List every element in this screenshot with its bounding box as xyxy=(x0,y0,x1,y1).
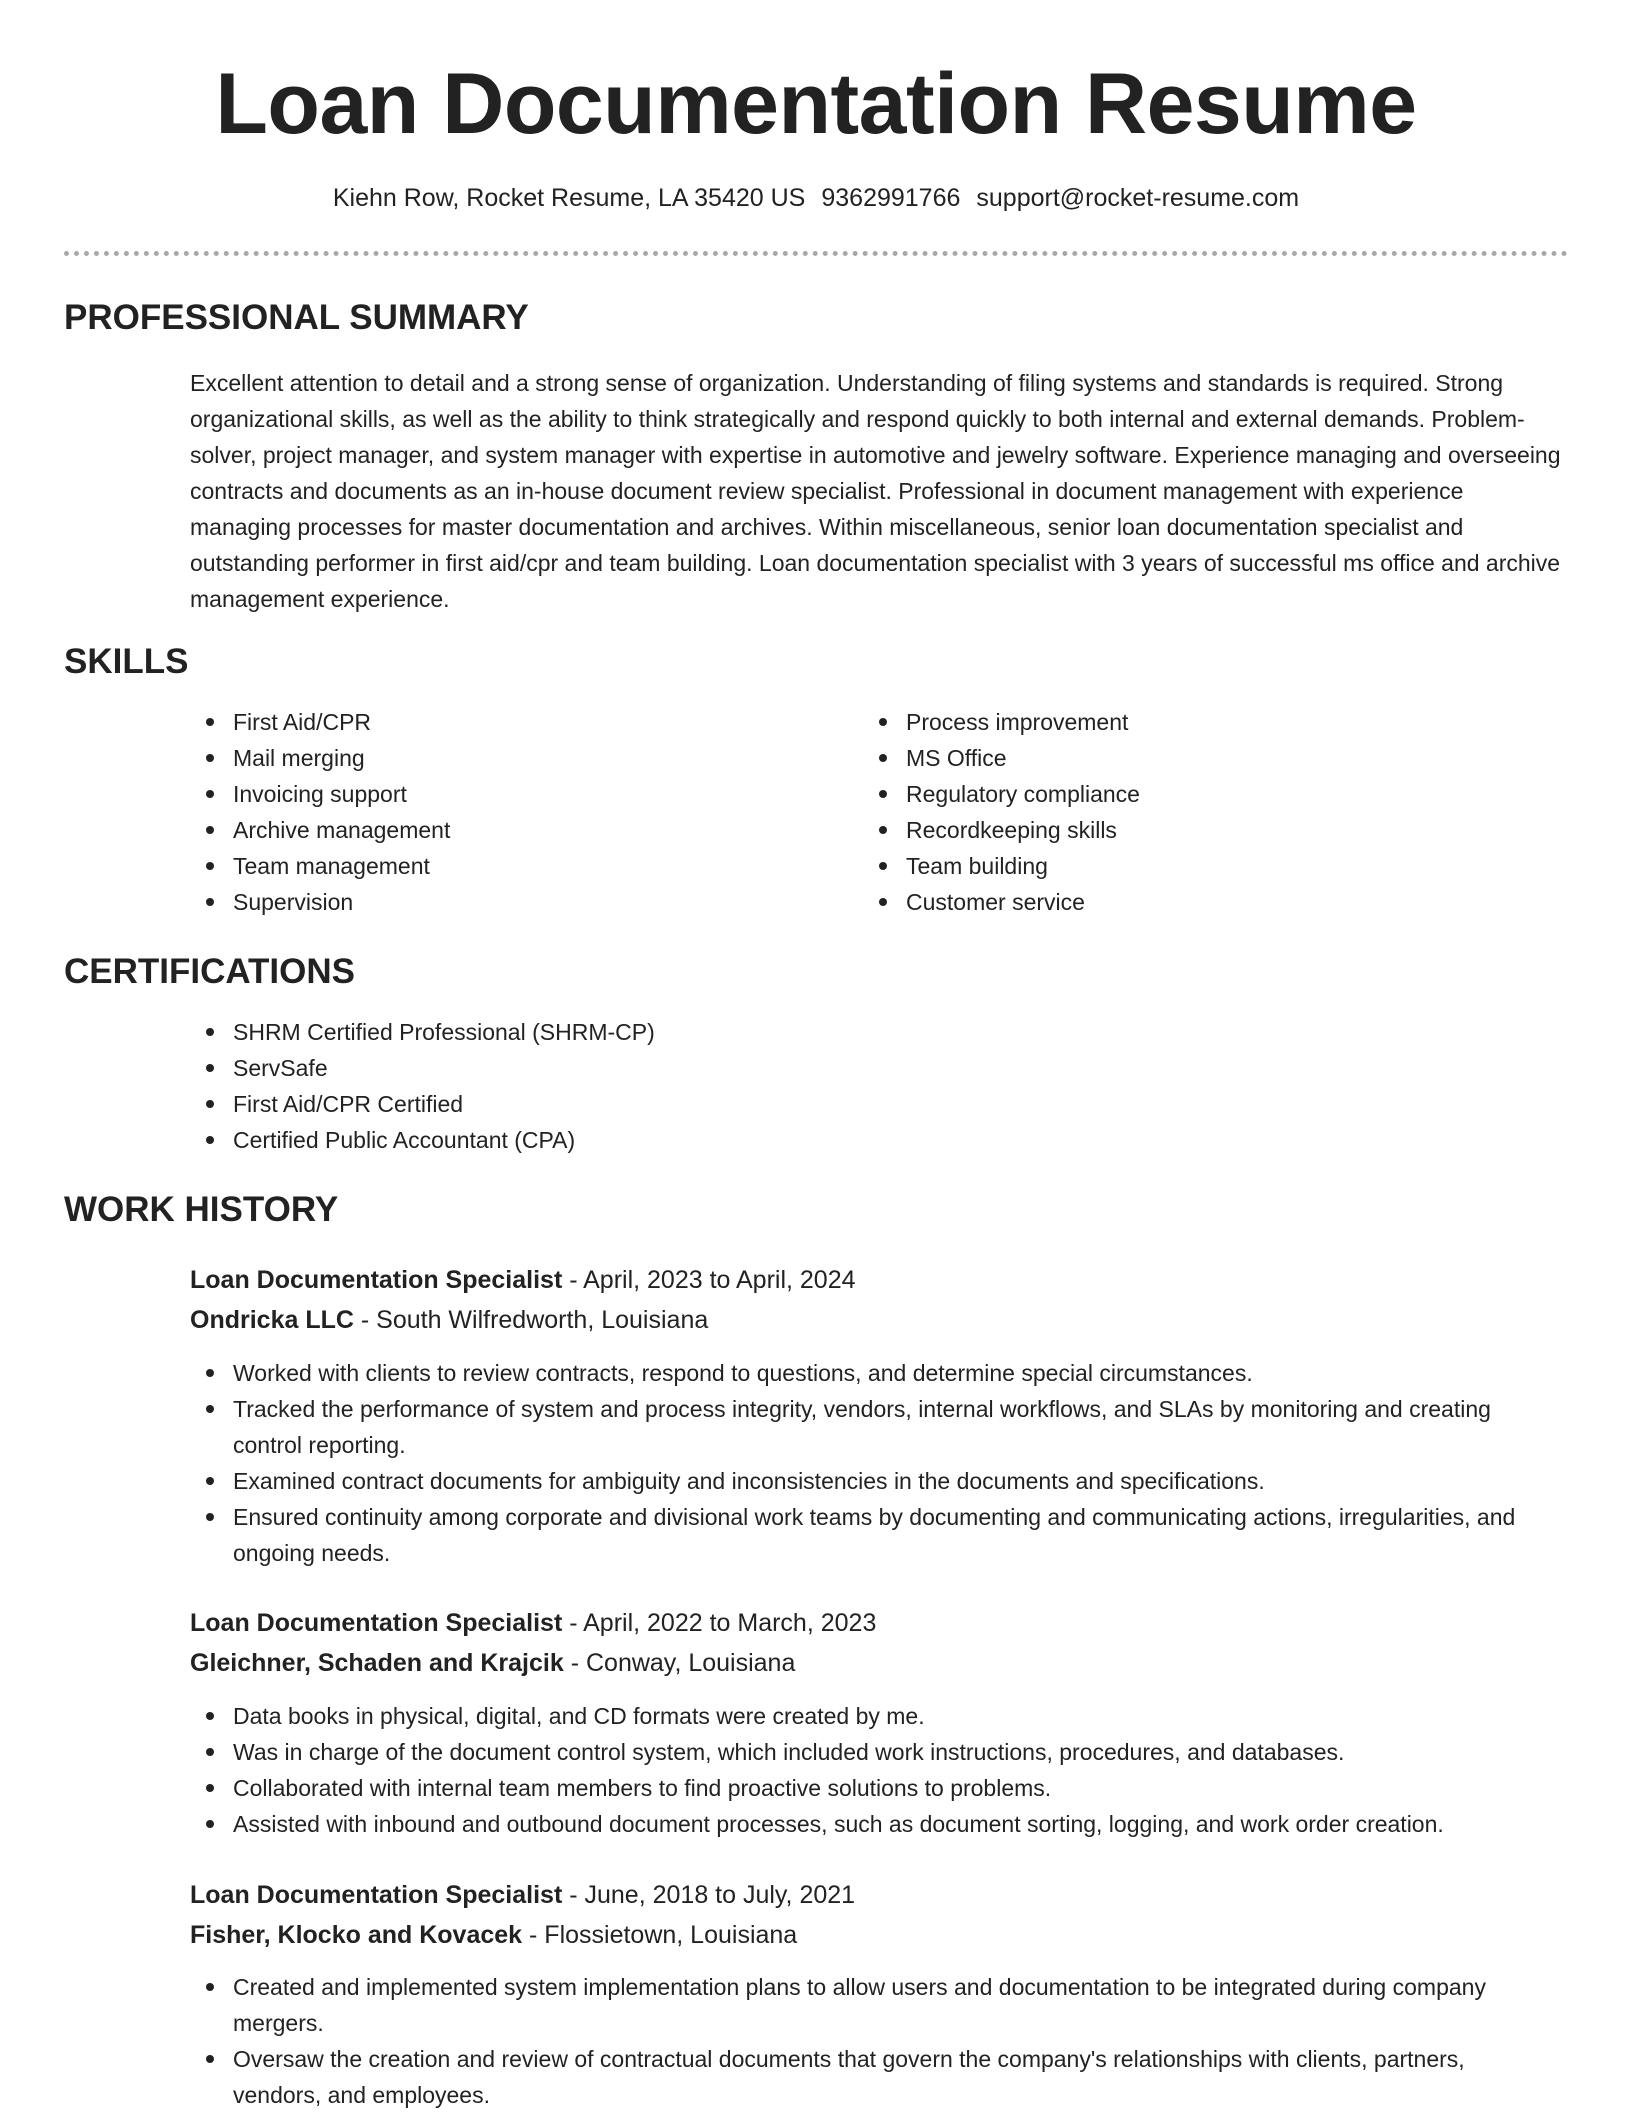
skill-item: Supervision xyxy=(190,884,830,920)
skill-item: Customer service xyxy=(863,884,1503,920)
job-bullet: Ensured continuity among corporate and divisional work teams by documenting and communicating actions, irregularities, and ongoing needs. xyxy=(190,1499,1520,1571)
skill-item: First Aid/CPR xyxy=(190,704,830,740)
certification-item: Certified Public Accountant (CPA) xyxy=(190,1122,1190,1158)
section-heading-certifications: CERTIFICATIONS xyxy=(64,952,356,991)
job-location: - Flossietown, Louisiana xyxy=(522,1921,798,1949)
job-bullets xyxy=(190,1969,1520,2113)
job-bullet: Examined contract documents for ambiguity and inconsistencies in the documents and specifications. xyxy=(190,1463,1520,1499)
contact-email[interactable]: support@rocket-resume.com xyxy=(976,184,1300,212)
section-heading-summary: PROFESSIONAL SUMMARY xyxy=(64,298,529,337)
job-company: Ondricka LLC xyxy=(190,1306,354,1334)
job-title: Loan Documentation Specialist xyxy=(190,1609,563,1637)
skill-item: MS Office xyxy=(863,740,1503,776)
skill-item: Team management xyxy=(190,848,830,884)
job-bullet: Created and implemented system implementation plans to allow users and documentation to be integrated during company mergers. xyxy=(190,1969,1520,2041)
job-bullet: Assisted with inbound and outbound document processes, such as document sorting, logging, and work order creation. xyxy=(190,1806,1590,1842)
contact-phone: 9362991766 xyxy=(821,184,961,212)
job-bullet: Collaborated with internal team members to find proactive solutions to problems. xyxy=(190,1770,1590,1806)
job-dates: - April, 2023 to April, 2024 xyxy=(562,1266,856,1294)
job-title-line xyxy=(190,1876,855,1914)
skills-list-right xyxy=(863,704,1503,920)
header-divider xyxy=(64,251,1568,256)
skill-item: Process improvement xyxy=(863,704,1503,740)
job-bullets xyxy=(190,1355,1520,1571)
job-company-line xyxy=(190,1301,708,1339)
certification-item: ServSafe xyxy=(190,1050,1190,1086)
job-company: Gleichner, Schaden and Krajcik xyxy=(190,1649,564,1677)
job-bullet: Data books in physical, digital, and CD formats were created by me. xyxy=(190,1698,1590,1734)
job-dates: - April, 2022 to March, 2023 xyxy=(562,1609,877,1637)
skill-item: Mail merging xyxy=(190,740,830,776)
job-title-line xyxy=(190,1261,856,1299)
job-title: Loan Documentation Specialist xyxy=(190,1266,563,1294)
job-bullets xyxy=(190,1698,1590,1842)
certification-item: SHRM Certified Professional (SHRM-CP) xyxy=(190,1014,1190,1050)
job-bullet: Was in charge of the document control system, which included work instructions, procedures, and databases. xyxy=(190,1734,1590,1770)
job-bullet: Worked with clients to review contracts, respond to questions, and determine special circumstances. xyxy=(190,1355,1520,1391)
job-bullet: Oversaw the creation and review of contractual documents that govern the company's relationships with clients, partners, vendors, and employees. xyxy=(190,2041,1520,2113)
skill-item: Archive management xyxy=(190,812,830,848)
job-location: - South Wilfredworth, Louisiana xyxy=(353,1306,709,1334)
resume-title: Loan Documentation Resume xyxy=(215,56,1417,152)
job-bullet: Tracked the performance of system and process integrity, vendors, internal workflows, and SLAs by monitoring and creating control reporting. xyxy=(190,1391,1520,1463)
job-location: - Conway, Louisiana xyxy=(563,1649,796,1677)
certifications-list xyxy=(190,1014,1190,1158)
job-company: Fisher, Klocko and Kovacek xyxy=(190,1921,523,1949)
job-dates: - June, 2018 to July, 2021 xyxy=(562,1881,856,1909)
job-company-line xyxy=(190,1644,795,1682)
section-heading-skills: SKILLS xyxy=(64,642,189,681)
certification-item: First Aid/CPR Certified xyxy=(190,1086,1190,1122)
skill-item: Invoicing support xyxy=(190,776,830,812)
skills-list-left xyxy=(190,704,830,920)
contact-address: Kiehn Row, Rocket Resume, LA 35420 US xyxy=(332,184,806,212)
job-company-line xyxy=(190,1916,797,1954)
job-title: Loan Documentation Specialist xyxy=(190,1881,563,1909)
job-title-line xyxy=(190,1604,876,1642)
skill-item: Regulatory compliance xyxy=(863,776,1503,812)
contact-line xyxy=(0,180,1632,216)
summary-text: Excellent attention to detail and a strong sense of organization. Understanding of filing systems and standards is required. Strong organizational skills, as well as the ability to think strategically and respond quickly to both internal and external demands. Problem-solver, project manager, and system manager with expertise in automotive and jewelry software. Experience managing and overseeing contracts and documents as an in-house document review specialist. Professional in document management with experience managing processes for master documentation and archives. Within miscellaneous, senior loan documentation specialist and outstanding performer in first aid/cpr and team building. Loan documentation specialist with 3 years of successful ms office and archive management experience. xyxy=(190,370,1561,612)
skill-item: Recordkeeping skills xyxy=(863,812,1503,848)
skill-item: Team building xyxy=(863,848,1503,884)
section-heading-work-history: WORK HISTORY xyxy=(64,1190,339,1229)
